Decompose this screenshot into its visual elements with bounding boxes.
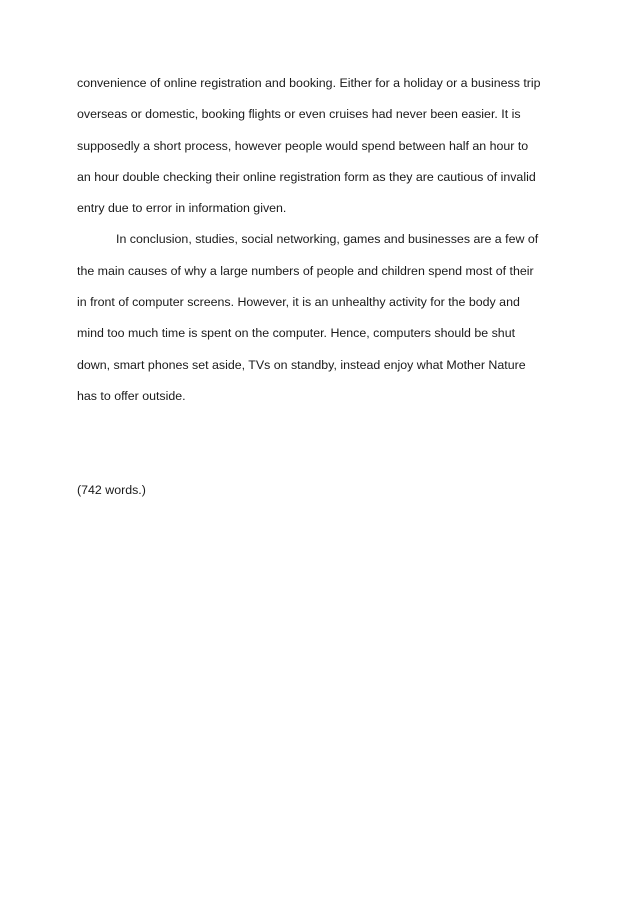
blank-line: [77, 444, 577, 475]
paragraph-1: [77, 68, 577, 224]
paragraph-2: [77, 224, 577, 412]
paragraph-line: entry due to error in information given.: [77, 201, 287, 216]
paragraph-line: overseas or domestic, booking flights or even cruises had never been easier. It is: [77, 107, 521, 122]
paragraph-line: an hour double checking their online registration form as they are cautious of invalid: [77, 169, 536, 184]
blank-line: [77, 412, 577, 443]
paragraph-line: convenience of online registration and booking. Either for a holiday or a business trip: [77, 76, 541, 90]
document-body: [77, 68, 577, 506]
paragraph-line: mind too much time is spent on the computer. Hence, computers should be shut: [77, 326, 516, 341]
word-count: (742 words.): [77, 482, 146, 497]
paragraph-line: In conclusion, studies, social networking, games and businesses are a few of: [116, 232, 539, 247]
paragraph-line: down, smart phones set aside, TVs on standby, instead enjoy what Mother Nature: [77, 357, 526, 372]
paragraph-line: supposedly a short process, however people would spend between half an hour to: [77, 138, 529, 153]
paragraph-line: in front of computer screens. However, it is an unhealthy activity for the body and: [77, 295, 520, 310]
paragraph-line: has to offer outside.: [77, 388, 186, 403]
paragraph-line: the main causes of why a large numbers of people and children spend most of their: [77, 263, 534, 278]
